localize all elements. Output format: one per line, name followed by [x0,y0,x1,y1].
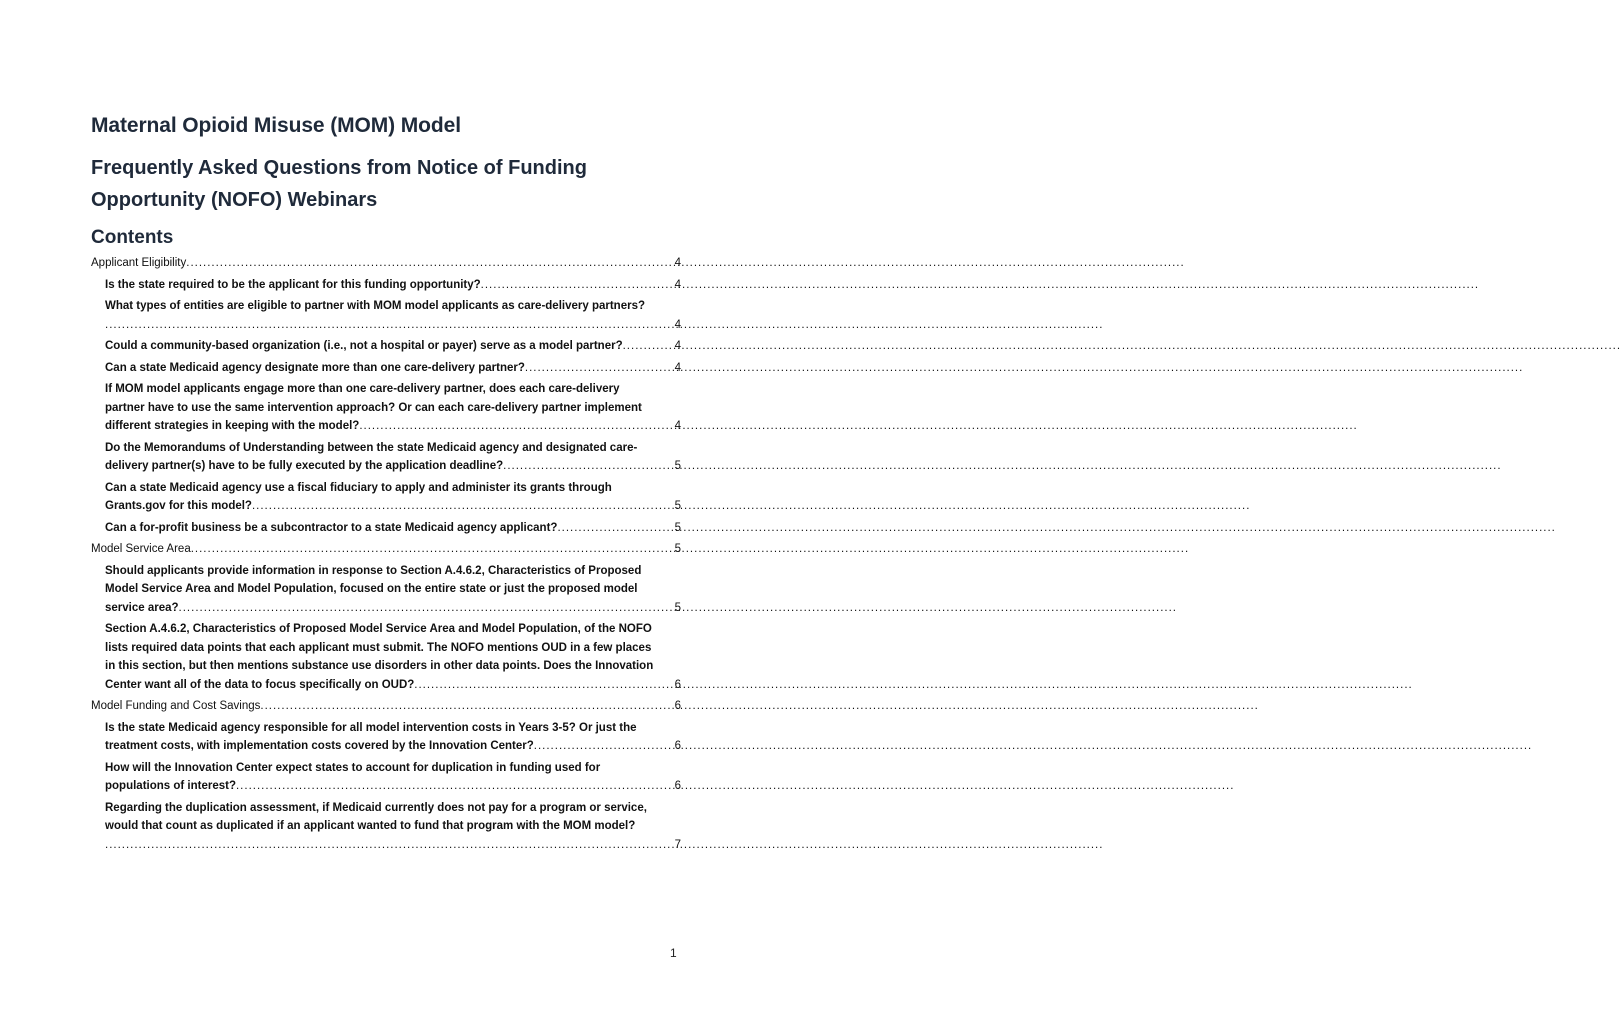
toc-entry-text: in this section, but then mentions substance use disorders in other data points. Does the Innovation [105,660,654,672]
toc-dot-leader [105,836,667,855]
toc-entry-text: Should applicants provide information in response to Section A.4.6.2, Characteristics of Proposed [105,564,642,577]
toc-question-link[interactable] [105,276,681,295]
toc-dot-leader [481,276,667,295]
toc-entry-text: Is the state Medicaid agency responsible for all model intervention costs in Years 3-5? Or just the [105,721,637,734]
toc-question-link[interactable] [105,620,681,694]
toc-dot-leader [236,777,667,796]
toc-entry-text: different strategies in keeping with the model? [105,420,360,432]
toc-entry-text: Model Service Area and Model Population, focused on the entire state or just the proposed model [105,583,638,595]
toc-page-number: 4 [674,420,681,432]
toc-entry-text: partner have to use the same intervention approach? Or can each care-delivery partner implement [105,401,642,414]
toc-entry-text: Model Service Area [91,543,191,555]
toc-entry-text: How will the Innovation Center expect states to account for duplication in funding used for [105,761,601,774]
toc-question-link[interactable] [105,479,681,516]
toc-page-number: 6 [674,780,681,792]
toc-dot-leader [105,316,667,335]
toc-entry-text: Can a state Medicaid agency designate more than one care-delivery partner? [105,361,525,374]
toc-dot-leader [557,519,667,538]
toc-question-link[interactable] [105,759,681,796]
document-title: Maternal Opioid Misuse (MOM) Model [91,114,461,137]
toc-entry-text: Section A.4.6.2, Characteristics of Proposed Model Service Area and Model Population, of the NOFO [105,623,652,635]
toc-entry-text: populations of interest? [105,780,236,792]
toc-page-number: 5 [674,543,681,555]
toc-entry-text: Do the Memorandums of Understanding between the state Medicaid agency and designated care- [105,441,638,454]
toc-entry-text: Can a state Medicaid agency use a fiscal fiduciary to apply and administer its grants through [105,481,612,494]
toc-dot-leader [359,417,667,436]
toc-dot-leader [414,676,667,695]
toc-entry-text: Center want all of the data to focus specifically on OUD? [105,678,415,691]
toc-section-link[interactable] [91,540,681,559]
toc-page-number: 4 [674,257,681,269]
toc-dot-leader [260,697,667,716]
toc-entry-text: service area? [105,601,179,614]
toc-entry-text: Model Funding and Cost Savings [91,700,261,712]
toc-page-number: 7 [674,838,681,851]
toc-entry-text: would that count as duplicated if an applicant wanted to fund that program with the MOM model? [105,820,636,832]
page-number: 1 [670,946,677,960]
toc-page-number: 6 [674,700,681,712]
toc-page-number: 6 [674,678,681,691]
toc-dot-leader [179,599,667,618]
toc-entry-text: delivery partner(s) have to be fully executed by the application deadline? [105,460,504,472]
toc-page-number: 5 [674,521,681,534]
toc-question-link[interactable] [105,337,681,356]
toc-section-link[interactable] [91,697,681,716]
toc-page-number: 5 [674,460,681,472]
toc-dot-leader [186,254,667,273]
toc-entry-text: What types of entities are eligible to partner with MOM model applicants as care-delivery partners? [105,300,645,312]
toc-page-number: 4 [674,340,681,352]
toc-dot-leader [534,737,667,756]
toc-dot-leader [252,497,667,516]
toc-entry-text: Regarding the duplication assessment, if Medicaid currently does not pay for a program or service, [105,801,647,814]
toc-page-number: 4 [674,278,681,291]
toc-question-link[interactable] [105,519,681,538]
toc-question-link[interactable] [105,297,681,334]
toc-question-link[interactable] [105,380,681,436]
toc-entry-text: Grants.gov for this model? [105,500,252,512]
toc-entry-text: treatment costs, with implementation costs covered by the Innovation Center? [105,740,534,752]
toc-page-number: 5 [674,500,681,512]
toc-question-link[interactable] [105,799,681,855]
toc-page-number: 4 [674,318,681,331]
document-page [0,0,770,1024]
toc-section-link[interactable] [91,254,681,273]
toc-question-link[interactable] [105,439,681,476]
toc-dot-leader [623,337,667,356]
toc-dot-leader [503,457,667,476]
contents-heading: Contents [91,227,174,248]
toc-entry-text: Can a for-profit business be a subcontractor to a state Medicaid agency applicant? [105,521,558,534]
toc-entry-text: Applicant Eligibility [91,257,187,269]
table-of-contents [91,251,681,857]
document-subtitle: Frequently Asked Questions from Notice of Funding Opportunity (NOFO) Webinars [91,157,587,211]
toc-entry-text: If MOM model applicants engage more than one care-delivery partner, does each care-delivery [105,383,620,395]
toc-page-number: 4 [674,361,681,374]
toc-entry-text: Could a community-based organization (i.e., not a hospital or payer) serve as a model partner? [105,340,623,352]
toc-page-number: 5 [674,601,681,614]
toc-dot-leader [525,359,667,378]
toc-page-number: 6 [674,740,681,752]
toc-question-link[interactable] [105,359,681,378]
toc-entry-text: lists required data points that each applicant must submit. The NOFO mentions OUD in a few places [105,641,652,654]
toc-question-link[interactable] [105,719,681,756]
toc-question-link[interactable] [105,562,681,618]
toc-entry-text: Is the state required to be the applicant for this funding opportunity? [105,278,481,291]
toc-dot-leader [191,540,667,559]
